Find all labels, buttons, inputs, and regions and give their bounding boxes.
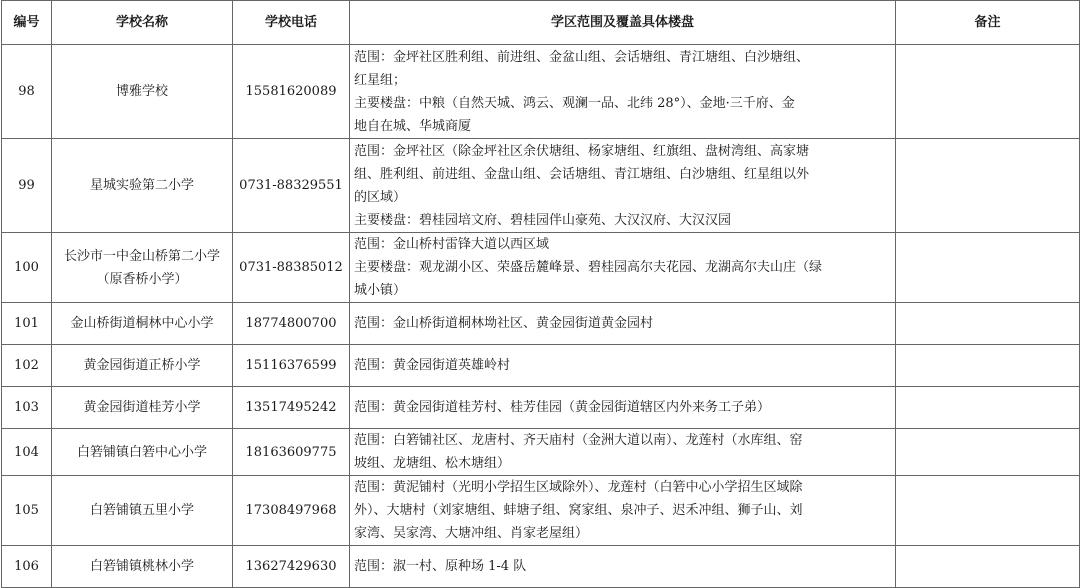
district-range [350, 546, 896, 588]
school-name-line: 黄金园街道桂芳小学 [83, 400, 201, 415]
district-range-line: 范围：黄金园街道桂芳村、桂芳佳园（黄金园街道辖区内外来务工子弟） [354, 400, 771, 415]
school-phone: 13627429630 [233, 546, 350, 588]
district-range [350, 429, 896, 476]
school-phone: 0731-88385012 [233, 233, 350, 303]
table-row [2, 387, 1080, 429]
table-row [2, 429, 1080, 476]
row-number: 102 [2, 345, 52, 387]
school-name-line: 金山桥街道桐林中心小学 [70, 316, 214, 331]
header-note: 备注 [896, 1, 1080, 45]
header-school-phone: 学校电话 [233, 1, 350, 45]
school-name-line: 白箬铺镇桃林小学 [89, 559, 194, 574]
district-range-line: 范围：黄金园街道英雄岭村 [354, 358, 511, 373]
district-range-line: 范围：黄泥铺村（光明小学招生区域除外）、龙莲村（白箬中心小学招生区域除 [354, 480, 803, 495]
school-name-line: 白箬铺镇白箬中心小学 [76, 444, 207, 460]
note-cell [896, 476, 1080, 546]
table-row [2, 345, 1080, 387]
table-body [2, 45, 1080, 588]
header-district-range: 学区范围及覆盖具体楼盘 [350, 1, 896, 45]
district-range-line: 范围：金山桥街道桐林坳社区、黄金园街道黄金园村 [354, 316, 654, 331]
school-name [52, 45, 233, 139]
school-name [52, 429, 233, 476]
row-number: 99 [2, 139, 52, 233]
table-row [2, 45, 1080, 139]
school-name [52, 139, 233, 233]
school-name [52, 476, 233, 546]
note-cell [896, 387, 1080, 429]
school-name-line: 星城实验第二小学 [89, 178, 194, 193]
district-range-line: 外）、大塘村（刘家塘组、蚌塘子组、窝家组、泉冲子、迟禾冲组、狮子山、刘 [354, 503, 803, 518]
row-number: 103 [2, 387, 52, 429]
note-cell [896, 45, 1080, 139]
row-number: 100 [2, 233, 52, 303]
district-range-line: 地自在城、华城商厦 [354, 118, 472, 134]
note-cell [896, 345, 1080, 387]
district-range-line: 的区域） [354, 189, 407, 205]
district-range [350, 233, 896, 303]
district-range-line: 范围：金山桥村雷锋大道以西区域 [354, 237, 550, 252]
school-name-line: （原香桥小学） [96, 271, 188, 287]
row-number: 101 [2, 303, 52, 345]
school-district-table [1, 0, 1080, 588]
district-range-line: 红星组； [354, 72, 407, 88]
district-range-line: 家湾、吴家湾、大塘冲组、肖家老屋组） [354, 526, 589, 541]
school-phone: 15116376599 [233, 345, 350, 387]
note-cell [896, 139, 1080, 233]
district-range-line: 组、胜利组、前进组、金盘山组、会话塘组、青江塘组、白沙塘组、红星组以外 [354, 166, 810, 182]
school-name [52, 303, 233, 345]
table-row [2, 476, 1080, 546]
school-name [52, 233, 233, 303]
district-range-line: 主要楼盘：观龙湖小区、荣盛岳麓峰景、碧桂园高尔夫花园、龙湖高尔夫山庄（绿 [354, 260, 823, 275]
table-row [2, 233, 1080, 303]
note-cell [896, 303, 1080, 345]
note-cell [896, 233, 1080, 303]
district-range [350, 45, 896, 139]
school-name [52, 546, 233, 588]
row-number: 105 [2, 476, 52, 546]
district-range [350, 139, 896, 233]
school-name-line: 长沙市一中金山桥第二小学 [63, 248, 220, 264]
school-name [52, 387, 233, 429]
district-range [350, 345, 896, 387]
school-name-line: 白箬铺镇五里小学 [89, 503, 194, 518]
header-school-name: 学校名称 [52, 1, 233, 45]
note-cell [896, 429, 1080, 476]
school-phone: 18774800700 [233, 303, 350, 345]
district-range [350, 387, 896, 429]
note-cell [896, 546, 1080, 588]
district-range-line: 范围：淑一村、原种场 1-4 队 [354, 559, 527, 574]
school-phone: 18163609775 [233, 429, 350, 476]
school-phone: 17308497968 [233, 476, 350, 546]
school-phone: 13517495242 [233, 387, 350, 429]
row-number: 106 [2, 546, 52, 588]
district-range-line: 范围：白箬铺社区、龙唐村、齐天庙村（金洲大道以南）、龙莲村（水库组、窑 [354, 433, 803, 448]
school-phone: 15581620089 [233, 45, 350, 139]
district-range-line: 坡组、龙塘组、松木塘组） [354, 456, 511, 471]
table-row [2, 546, 1080, 588]
table-header-row [2, 1, 1080, 45]
school-name-line: 博雅学校 [115, 84, 168, 99]
district-range-line: 范围：金坪社区（除金坪社区余伏塘组、杨家塘组、红旗组、盘树湾组、高家塘 [354, 143, 810, 159]
school-name [52, 345, 233, 387]
school-phone: 0731-88329551 [233, 139, 350, 233]
table-row [2, 139, 1080, 233]
row-number: 98 [2, 45, 52, 139]
district-range-line: 范围：金坪社区胜利组、前进组、金盆山组、会话塘组、青江塘组、白沙塘组、 [354, 49, 810, 65]
row-number: 104 [2, 429, 52, 476]
school-name-line: 黄金园街道正桥小学 [83, 358, 201, 373]
district-range [350, 476, 896, 546]
district-range [350, 303, 896, 345]
district-range-line: 城小镇） [354, 283, 407, 298]
district-range-line: 主要楼盘：中粮（自然天城、鸿云、观澜一品、北纬 28°）、金地·三千府、金 [354, 95, 795, 111]
header-num: 编号 [2, 1, 52, 45]
district-range-line: 主要楼盘：碧桂园培文府、碧桂园伴山豪苑、大汉汉府、大汉汉园 [354, 212, 732, 228]
table-row [2, 303, 1080, 345]
